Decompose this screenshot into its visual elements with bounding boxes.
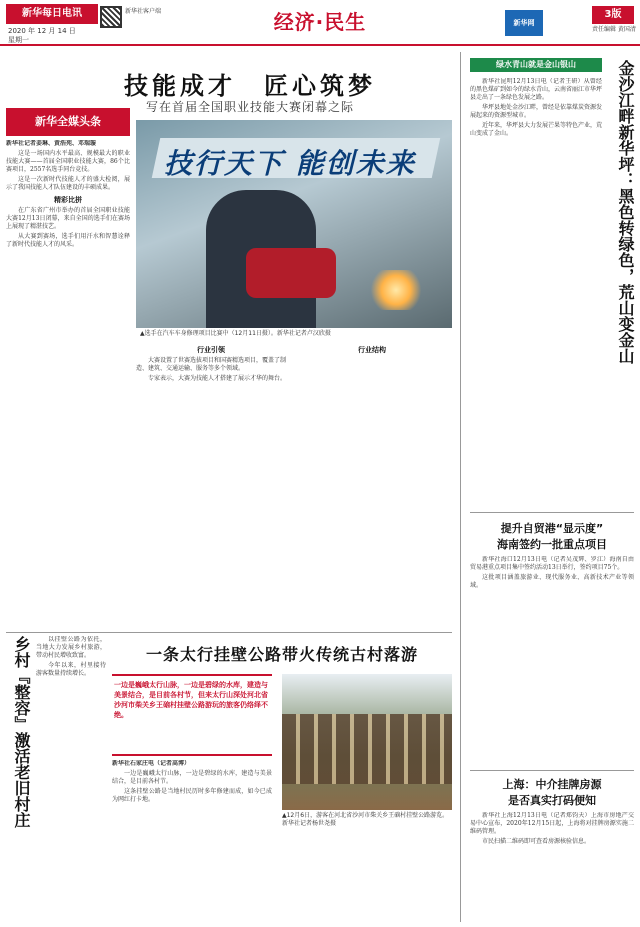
cliff-road-tunnel: [282, 714, 452, 784]
cliff-photo-caption: ▲12月6日，游客在河北省沙河市柴关乡王硇村挂壁公路游览。新华社记者杨世尧摄: [282, 812, 449, 827]
promo-banner[interactable]: 新华全媒头条: [6, 108, 130, 136]
divider: [470, 512, 634, 513]
lead-photo-caption: ▲选手在汽车车身修理项目比赛中（12月11日摄）。新华社记者卢汉欣摄: [140, 330, 331, 337]
qr-code-icon[interactable]: [100, 6, 122, 28]
lead-col3-p1: 大赛设置了世赛选拔项目和国赛精选项目，覆盖了制造、建筑、交通运输、服务等多个领域。: [136, 357, 286, 372]
divider: [470, 770, 634, 771]
right-b-subtitle[interactable]: 海南签约一批重点项目: [497, 538, 607, 551]
right-b-title[interactable]: 提升自贸港“显示度”: [500, 522, 604, 535]
masthead: 新华每日电讯: [6, 4, 98, 24]
lead-col3-p2: 专家表示，大赛为技能人才搭建了展示才华的舞台。: [148, 375, 286, 382]
editor-credit: 责任编辑 黄国清: [592, 26, 636, 33]
second-body-p2: 这条挂壁公路是当地村民历时多年修建而成，如今已成为网红打卡地。: [112, 788, 272, 803]
right-column-b: [470, 556, 634, 766]
divider: [6, 632, 452, 633]
date-text: 2020 年 12 月 14 日: [8, 27, 76, 35]
side-story-title[interactable]: 乡村『整容』激活老旧村庄: [12, 636, 31, 828]
photo-slogan: 技行天下 能创未来: [164, 147, 416, 180]
client-label: 新华社客户端: [125, 8, 162, 15]
section-title: 经济·民生: [273, 10, 367, 34]
lead-column-1: [6, 140, 130, 628]
pull-quote: 一边是巍峨太行山脉，一边是碧绿的水库，建造与美景结合，是目前各村节，但来太行山深处河北省沙河市柴关乡王硇村挂壁公路游玩的旅客仍络绎不绝。: [112, 674, 272, 756]
photo-machine: [246, 248, 336, 298]
issue-date: [8, 27, 76, 45]
right-c-subtitle[interactable]: 是否真实打码便知: [508, 794, 596, 807]
side-story-column: [36, 636, 106, 920]
lead-col3-subhead: 行业结构: [358, 346, 386, 354]
lead-col1-subhead: 精彩比拼: [54, 196, 82, 204]
right-column-a: [470, 78, 602, 508]
photo-spark: [366, 270, 426, 310]
weekday-text: 星期一: [8, 36, 29, 44]
right-b-p1: 新华社海口12月13日电（记者吴茂辉、罗江）海南自由贸易港重点项目集中签约活动13日举行，签约项目75个。: [470, 556, 634, 571]
second-byline: 新华社石家庄电（记者高博）: [112, 760, 191, 767]
lead-col2-p1: 在广东省广州市举办的首届全国职业技能大赛12月13日闭幕，来自全国的选手们在赛场上展现了精湛技艺。: [6, 207, 130, 230]
right-vertical-title[interactable]: 金沙江畔新华坪：黑色转绿色，荒山变金山: [616, 60, 635, 364]
right-column-c: [470, 812, 634, 922]
cliff-road-photo[interactable]: [282, 674, 452, 810]
lead-column-2: [136, 342, 286, 628]
right-a-p3: 近年来，华坪县大力发展芒果等特色产业，荒山变成了金山。: [470, 122, 602, 137]
second-headline[interactable]: 一条太行挂壁公路带火传统古村落游: [145, 645, 418, 664]
right-c-title[interactable]: 上海：中介挂牌房源: [502, 778, 602, 791]
lead-col1-p2: 这是一次新时代技能人才的盛大检阅，展示了我国技能人才队伍建设的丰硕成果。: [6, 176, 130, 191]
lead-photo[interactable]: [136, 120, 452, 328]
lead-col2-subhead: 行业引领: [197, 346, 225, 354]
column-divider: [460, 52, 461, 922]
right-c-p2: 市民扫描二维码即可查看房源核验信息。: [482, 838, 591, 845]
right-b-p2: 这批项目涵盖旅游业、现代服务业、高新技术产业等领域。: [470, 574, 634, 589]
lead-subheadline: 写在首届全国职业技能大赛闭幕之际: [145, 100, 354, 114]
edition-badge: 3版: [592, 6, 634, 24]
lead-col2-p2: 从大赛到赛场，选手们用汗水和智慧诠释了新时代技能人才的风采。: [6, 233, 130, 248]
second-column-1: [112, 760, 272, 920]
second-body-p1: 一边是巍峨太行山脉，一边是碧绿的水库，建造与美景结合，是目前各村节。: [112, 770, 272, 785]
lead-col1-p1: 这是一场国内水平最高、规模最大的职业技能大赛——首届全国职业技能大赛，86个比赛项目，2557名选手同台竞技。: [6, 150, 130, 173]
side-body-p1: 以挂壁公路为依托，当地大力发展乡村旅游，带动村民增收致富。: [36, 636, 106, 659]
page-header: [0, 0, 640, 53]
lead-byline: 新华社记者姜琳、黄浩苑、邓瑞璇: [6, 140, 97, 147]
lead-headline[interactable]: 技能成才 匠心筑梦: [124, 72, 376, 100]
app-logo[interactable]: 新华网 NEWS: [505, 10, 543, 36]
lead-column-3: [292, 342, 452, 628]
side-body-p2: 今年以来，村里接待游客数量持续增长。: [36, 662, 106, 677]
right-c-p1: 新华社上海12月13日电（记者郑钧天）上海市房地产交易中心宣布，2020年12月15日起，上海将对挂牌房源实施二维码管理。: [470, 812, 634, 835]
right-a-p1: 新华社昆明12月13日电（记者王研）从曾经的黑色煤矿到如今的绿水青山，云南省丽江市华坪县走出了一条绿色发展之路。: [470, 78, 602, 101]
right-banner[interactable]: 绿水青山就是金山银山: [470, 58, 602, 72]
right-a-p2: 华坪县地处金沙江畔，曾经是依靠煤炭资源发展起来的资源型城市。: [470, 104, 602, 119]
